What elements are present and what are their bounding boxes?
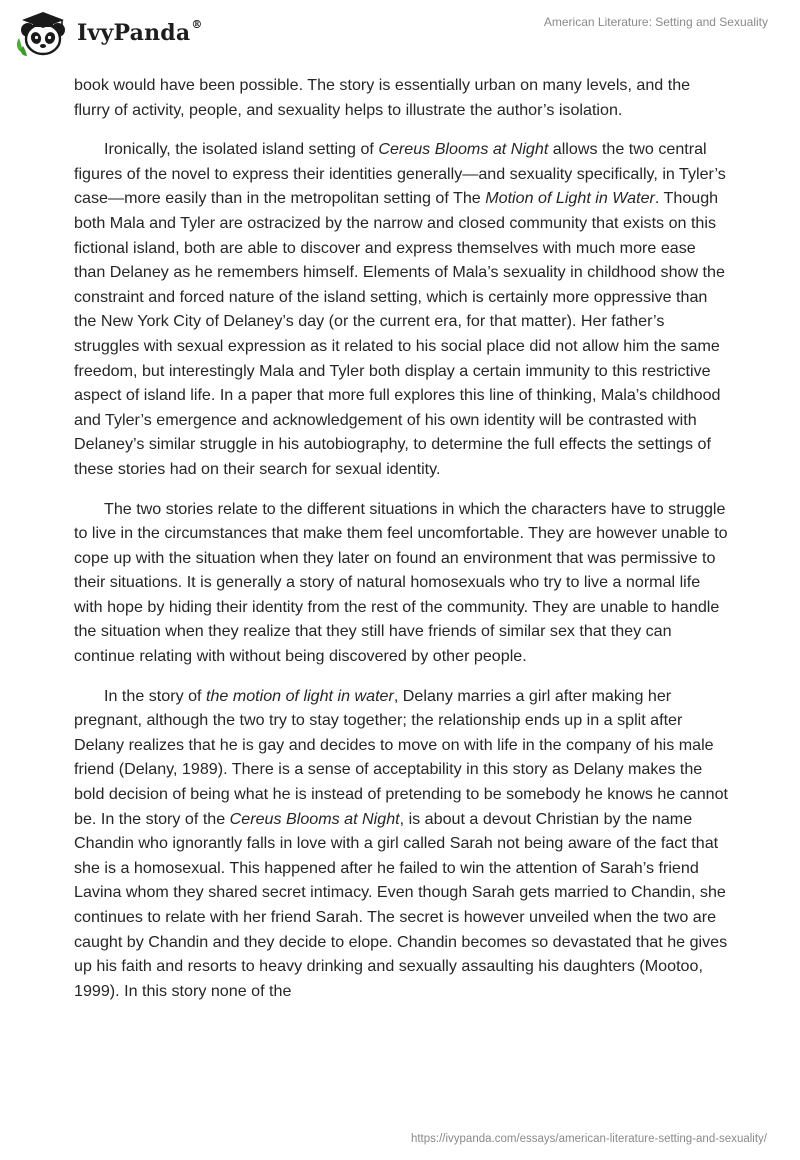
paragraph-text: The two stories relate to the different situations in which the characters have to struggle to live in the circumstances that make them feel uncomfortable. They are however unable to cope up with the situation when they later on found an environment that was permissive to their situations. It is generally a story of natural homosexuals who try to live a normal life with hope by hiding their identity from the rest of the community. They are unable to handle the situation when they realize that they still have friends of similar sex that they can continue relating with without being discovered by other people. (74, 499, 728, 666)
body-paragraph (74, 137, 729, 481)
paragraph-text: Ironically, the isolated island setting of (104, 140, 379, 159)
body-paragraph (74, 73, 729, 122)
paragraph-text: book would have been possible. The story is essentially urban on many levels, and the flurry of activity, people, and sexuality helps to illustrate the author’s isolation. (74, 76, 691, 119)
source-url[interactable]: https://ivypanda.com/essays/american-literature-setting-and-sexuality/ (410, 1133, 767, 1145)
running-title: American Literature: Setting and Sexuality (543, 15, 768, 29)
italic-title-text: Motion of Light in Water (485, 189, 655, 208)
paragraph-text: , Delany marries a girl after making her pregnant, although the two try to stay together; the relationship ends up in a split after Delany realizes that he is gay and decides to move on with life in the company of his male friend (Delany, 1989). There is a sense of acceptability in this story as Delany makes the bold decision of being what he is instead of pretending to be somebody he knows he cannot be. In the story of the (74, 686, 729, 828)
paragraph-text: . Though both Mala and Tyler are ostracized by the narrow and closed community that exists on this fictional island, both are able to discover and express themselves with much more ease than Delaney as he remembers himself. Elements of Mala’s sexuality in childhood show the constraint and forced nature of the island setting, which is certainly more oppressive than the New York City of Delaney’s day (or the current era, for that matter). Her father’s struggles with sexual expression as it related to his social place did not allow him the same freedom, but interestingly Mala and Tyler both display a certain immunity to this restrictive aspect of island life. In a paper that more full explores this line of thinking, Mala’s childhood and Tyler’s emergence and acknowledgement of his own identity will be contrasted with Delaney’s similar struggle in his autobiography, to determine the full effects the settings of these stories had on their search for sexual identity. (74, 189, 725, 478)
italic-title-text: the motion of light in water (205, 686, 394, 705)
paragraph-text: , is about a devout Christian by the name Chandin who ignorantly falls in love with a girl called Sarah not being aware of the fact that she is a homosexual. This happened after he failed to win the attention of Sarah’s friend Lavina whom they shared secret intimacy. Even though Sarah gets married to Chandin, she continues to relate with her friend Sarah. The secret is however unveiled when the two are caught by Chandin and they decide to elope. Chandin becomes so devastated that he gives up his faith and resorts to heavy drinking and sexually assaulting his daughters (Mootoo, 1999). In this story none of the (74, 809, 728, 1000)
italic-title-text: Cereus Blooms at Night (229, 809, 400, 828)
brand-name[interactable] (77, 17, 203, 46)
page-header (0, 0, 800, 64)
body-paragraph (74, 497, 729, 669)
registered-mark: ® (191, 17, 203, 31)
italic-title-text: Cereus Blooms at Night (378, 140, 549, 159)
paragraph-text: allows the two central figures of the novel to express their identities generally—and sexuality specifically, in Tyler’s case—more easily than in the metropolitan setting of The (74, 140, 726, 208)
panda-graduate-icon (13, 8, 73, 58)
essay-body (74, 73, 729, 1018)
paragraph-text: In the story of (104, 686, 206, 705)
brand-label: IvyPanda (77, 20, 191, 46)
body-paragraph (74, 684, 729, 1004)
